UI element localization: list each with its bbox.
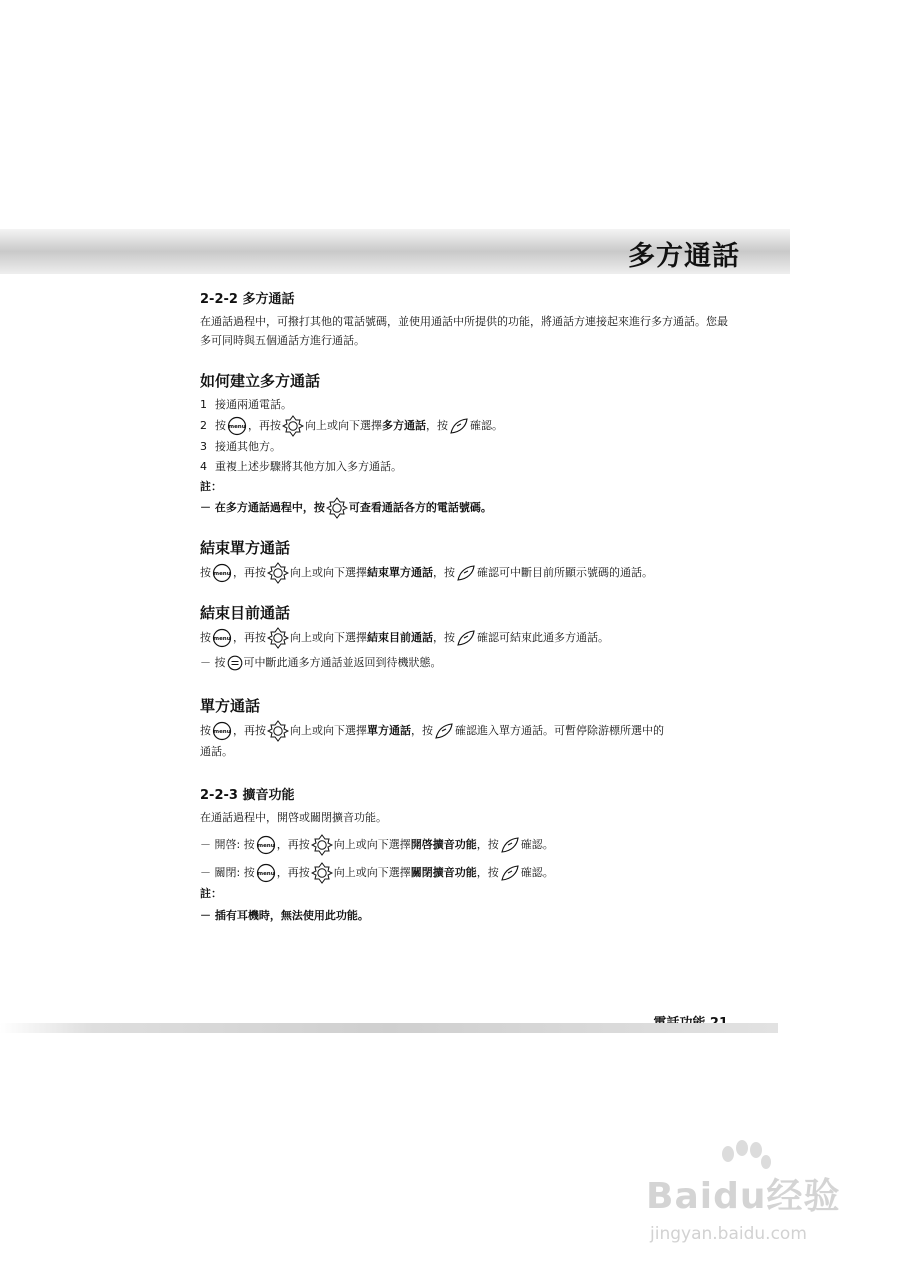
text-part: 按 — [200, 631, 211, 644]
menu-key-icon — [256, 863, 276, 883]
text-part: － 關閉: 按 — [200, 866, 255, 879]
text-part-bold: 結束單方通話 — [367, 566, 433, 579]
nav-key-icon — [326, 497, 348, 519]
note-label: 註： — [200, 887, 222, 900]
note-text — [200, 497, 730, 519]
send-key-icon — [456, 629, 476, 647]
text-part: 按 — [200, 566, 211, 579]
step-text: ，再按 — [248, 419, 281, 432]
nav-key-icon — [311, 862, 333, 884]
step-text-bold: 多方通話 — [382, 419, 426, 432]
text-part: 確認。 — [520, 838, 554, 851]
watermark — [646, 1140, 866, 1270]
subsection-title: 結束目前通話 — [200, 604, 291, 622]
text-part: 可中斷此通多方通話並返回到待機狀態。 — [243, 656, 442, 669]
note-text: － 插有耳機時，無法使用此功能。 — [200, 909, 369, 922]
section-single-call — [200, 695, 730, 762]
text-part: ，按 — [476, 866, 499, 879]
section-description: 在通話過程中，可撥打其他的電話號碼，並使用通話中所提供的功能，將通話方連接起來進行多方通話。您最多可同時與五個通話方進行通話。 — [200, 315, 728, 347]
instruction-line — [200, 627, 730, 649]
send-key-icon — [500, 836, 520, 854]
step-number: 1 — [200, 398, 207, 411]
nav-key-icon — [267, 720, 289, 742]
text-part-bold: 結束目前通話 — [367, 631, 433, 644]
speaker-on-line — [200, 834, 730, 856]
text-part: ，按 — [476, 838, 499, 851]
text-part-bold: 單方通話 — [367, 724, 411, 737]
text-part: 確認可結束此通多方通話。 — [477, 631, 609, 644]
text-part: 按 — [200, 724, 211, 737]
text-part: ，再按 — [233, 724, 266, 737]
note-label: 註： — [200, 480, 222, 493]
text-part: ，再按 — [233, 631, 266, 644]
subsection-title: 結束單方通話 — [200, 539, 291, 557]
step-text: 向上或向下選擇 — [305, 419, 382, 432]
send-key-icon — [456, 564, 476, 582]
step-2 — [200, 415, 730, 437]
section-2-2-3 — [200, 784, 730, 926]
speaker-off-line — [200, 862, 730, 884]
step-4 — [200, 457, 730, 477]
section-description: 在通話過程中，開啓或關閉擴音功能。 — [200, 811, 387, 824]
page-title: 多方通話 — [628, 241, 740, 272]
end-key-icon — [227, 655, 243, 671]
step-text: 接通其他方。 — [215, 440, 281, 453]
text-part-bold: 關閉擴音功能 — [410, 866, 477, 879]
text-part: 向上或向下選擇 — [290, 631, 367, 644]
step-number: 3 — [200, 440, 207, 453]
step-text: 確認。 — [470, 419, 503, 432]
text-part: ，按 — [433, 631, 455, 644]
text-part: － 按 — [200, 656, 226, 669]
menu-key-icon — [256, 835, 276, 855]
watermark-url: jingyan.baidu.com — [650, 1224, 807, 1244]
main-content — [200, 288, 730, 926]
section-title: 2-2-2 多方通話 — [200, 292, 295, 307]
text-part: ，再按 — [276, 838, 310, 851]
subsection-title: 如何建立多方通話 — [200, 372, 321, 390]
step-number: 4 — [200, 460, 207, 473]
section-end-single — [200, 537, 730, 584]
instruction-line — [200, 720, 730, 742]
text-part: 向上或向下選擇 — [290, 566, 367, 579]
instruction-line-continued: 通話。 — [200, 745, 233, 758]
nav-key-icon — [282, 415, 304, 437]
menu-key-icon — [227, 416, 247, 436]
send-key-icon — [434, 722, 454, 740]
step-text: 重複上述步驟將其他方加入多方通話。 — [215, 460, 402, 473]
text-part: ，再按 — [276, 866, 310, 879]
step-number: 2 — [200, 419, 207, 432]
text-part: ，按 — [411, 724, 433, 737]
instruction-line — [200, 562, 730, 584]
text-part: 向上或向下選擇 — [333, 838, 411, 851]
instruction-line — [200, 653, 730, 673]
menu-key-icon — [212, 721, 232, 741]
text-part: ，再按 — [233, 566, 266, 579]
nav-key-icon — [311, 834, 333, 856]
note-text-part: － 在多方通話過程中，按 — [200, 501, 325, 514]
section-2-2-2 — [200, 288, 730, 350]
nav-key-icon — [267, 627, 289, 649]
footer-bar — [0, 1023, 778, 1033]
step-text: 接通兩通電話。 — [215, 398, 292, 411]
section-establish — [200, 370, 730, 519]
subsection-title: 單方通話 — [200, 697, 261, 715]
step-1 — [200, 395, 730, 415]
text-part: 確認。 — [520, 866, 554, 879]
send-key-icon — [449, 417, 469, 435]
menu-key-icon — [212, 563, 232, 583]
step-text: 按 — [215, 419, 226, 432]
watermark-brand: Baidu经验 — [646, 1176, 841, 1217]
nav-key-icon — [267, 562, 289, 584]
note-text-part: 可查看通話各方的電話號碼。 — [348, 501, 492, 514]
step-text: ，按 — [426, 419, 448, 432]
text-part: 確認進入單方通話。可暫停除游標所選中的 — [455, 724, 664, 737]
section-end-current — [200, 602, 730, 673]
section-title: 2-2-3 擴音功能 — [200, 788, 295, 803]
header-bar — [0, 229, 790, 274]
text-part: ，按 — [433, 566, 455, 579]
text-part: － 開啓: 按 — [200, 838, 255, 851]
text-part: 向上或向下選擇 — [333, 866, 411, 879]
send-key-icon — [500, 864, 520, 882]
text-part-bold: 開啓擴音功能 — [410, 838, 477, 851]
text-part: 確認可中斷目前所顯示號碼的通話。 — [477, 566, 653, 579]
text-part: 向上或向下選擇 — [290, 724, 367, 737]
menu-key-icon — [212, 628, 232, 648]
step-3 — [200, 437, 730, 457]
